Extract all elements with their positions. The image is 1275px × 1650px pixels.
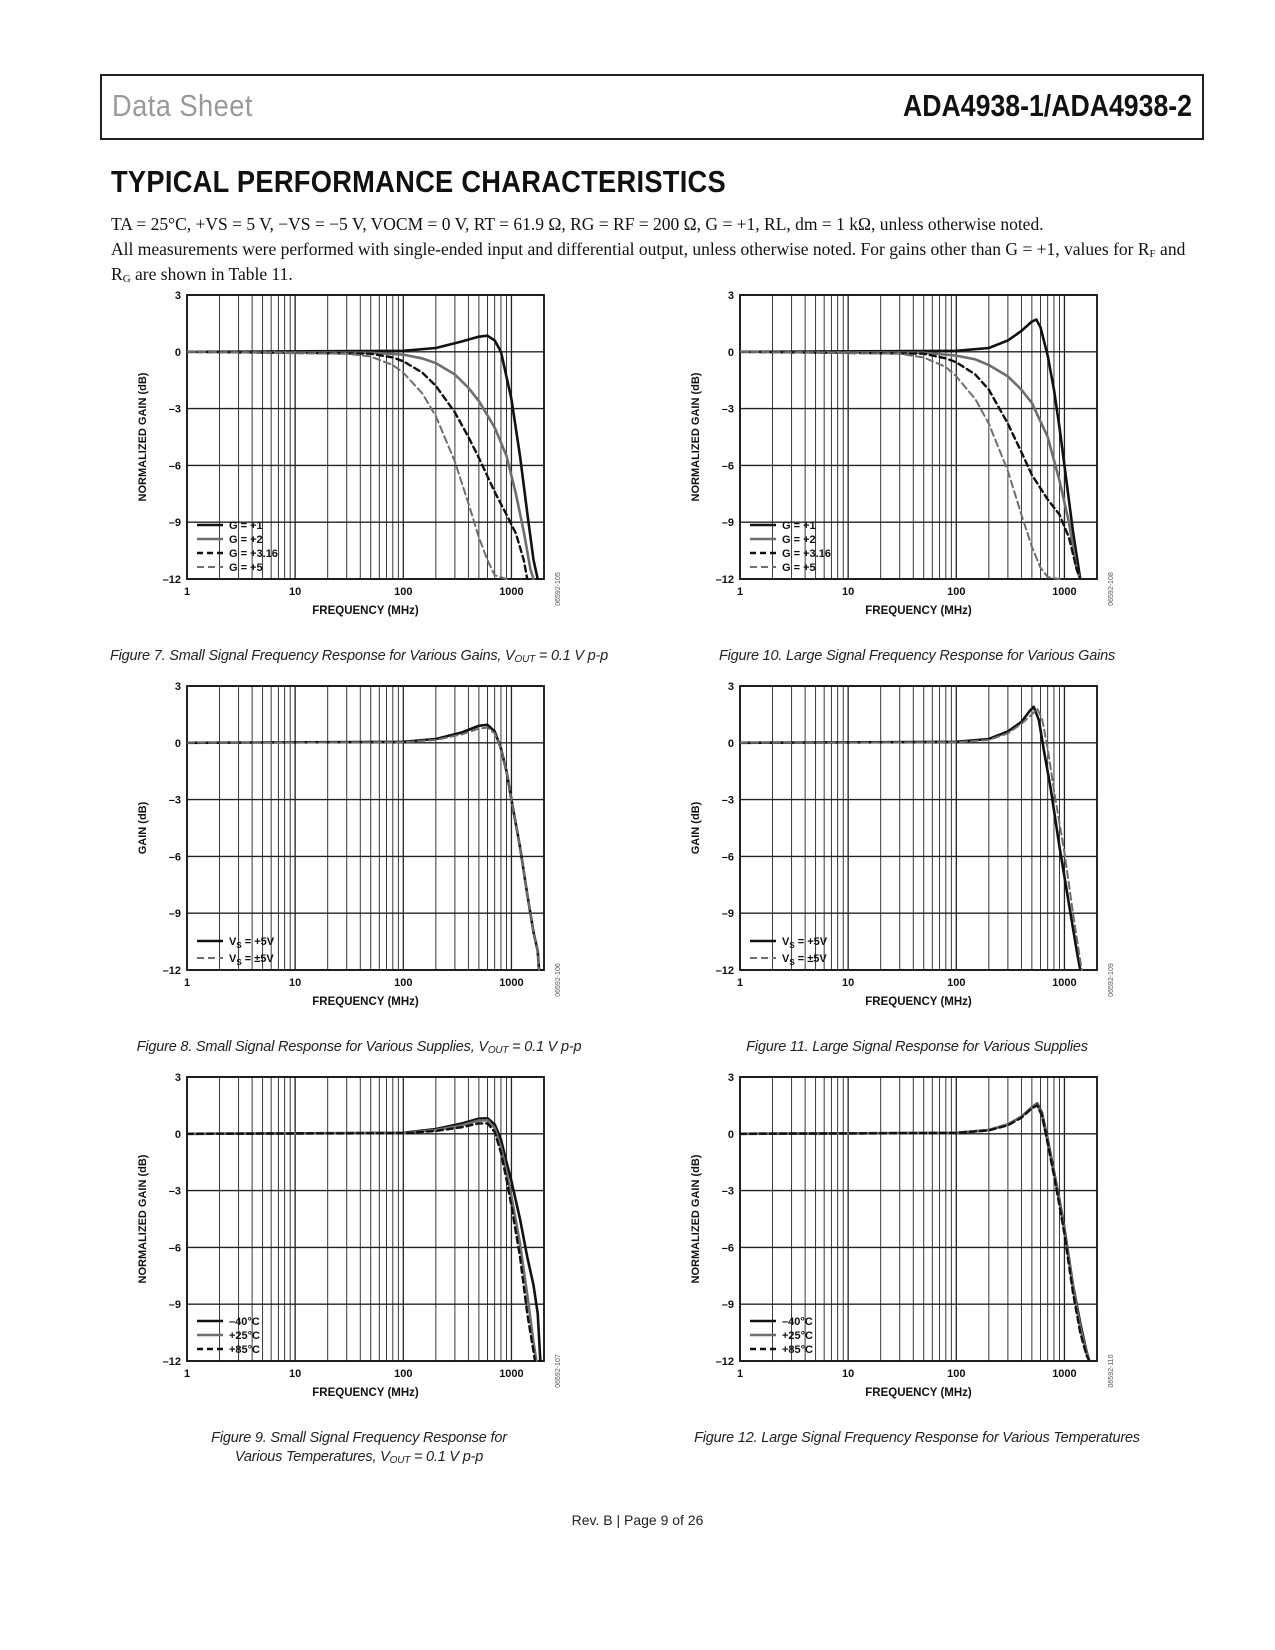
caption-figure-11: Figure 11. Large Signal Response for Various Supplies (746, 1039, 1088, 1055)
y-tick-label: 0 (174, 346, 181, 359)
figure-code: 06592-109 (1108, 963, 1115, 997)
x-tick-label: 1000 (499, 1368, 524, 1380)
y-tick-label: –3 (168, 1185, 181, 1198)
y-tick-label: –12 (715, 574, 734, 586)
y-axis-label: GAIN (dB) (137, 801, 149, 855)
grid-vertical (740, 686, 1097, 970)
y-tick-label: –9 (168, 517, 181, 530)
y-tick-label: –6 (721, 1242, 734, 1255)
x-tick-label: 100 (947, 586, 966, 598)
y-tick-label: –12 (715, 1356, 734, 1368)
legend (197, 1316, 260, 1356)
header-part-number: ADA4938-1/ADA4938-2 (903, 88, 1192, 123)
x-tick-label: 10 (289, 977, 302, 989)
chart-svg (683, 290, 1123, 635)
caption-figure-8: Figure 8. Small Signal Response for Various Supplies, $V_{OUT} = 0.1$ V p-p (136, 1039, 582, 1056)
intro-measurements (111, 237, 1201, 287)
y-tick-label: 3 (727, 681, 734, 693)
x-tick-label: 1000 (499, 977, 524, 989)
x-axis-label: FREQUENCY (MHz) (312, 996, 419, 1008)
legend-label: G = +1 (229, 520, 263, 532)
legend-label: $V_S = \pm 5V$ (782, 953, 827, 967)
legend-label: G = +1 (782, 520, 816, 532)
x-tick-label: 1 (183, 977, 191, 989)
chart-svg (130, 290, 570, 635)
y-tick-label: –9 (168, 908, 181, 921)
chart-svg (130, 1072, 570, 1417)
y-tick-label: –6 (168, 460, 181, 473)
y-tick-label: –6 (721, 460, 734, 473)
intro-line2c: are shown in Table 11. (130, 264, 293, 284)
y-tick-label: 3 (174, 1072, 181, 1084)
y-tick-label: –6 (721, 851, 734, 864)
y-tick-label: 3 (727, 290, 734, 302)
legend (750, 936, 828, 967)
series-line (740, 707, 1080, 970)
legend-label: +85°C (782, 1344, 814, 1356)
y-tick-label: 3 (174, 290, 181, 302)
x-tick-label: 1 (183, 1368, 191, 1380)
x-tick-label: 10 (842, 1368, 855, 1380)
caption-figure-9: Figure 9. Small Signal Frequency Response for Various Temperatures, $V_{OUT} = 0.1$ V p-p (211, 1430, 507, 1466)
chart-figure-8 (130, 681, 570, 1026)
y-tick-label: –12 (162, 1356, 181, 1368)
figure-code: 06592-110 (1108, 1354, 1115, 1388)
chart-figure-11 (683, 681, 1123, 1026)
caption-figure-7: Figure 7. Small Signal Frequency Response for Various Gains, $V_{OUT} = 0.1$ V p-p (109, 648, 609, 665)
x-tick-label: 10 (842, 586, 855, 598)
legend-label: G = +3.16 (229, 548, 278, 560)
x-tick-label: 10 (289, 1368, 302, 1380)
legend-label: $V_S = +5V$ (229, 936, 275, 950)
y-tick-label: 3 (727, 1072, 734, 1084)
y-axis-label: NORMALIZED GAIN (dB) (137, 1154, 149, 1284)
x-tick-label: 1000 (1052, 586, 1077, 598)
legend-label: $V_S = \pm 5V$ (229, 953, 274, 967)
chart-figure-9 (130, 1072, 570, 1417)
legend (750, 520, 831, 574)
x-tick-label: 1000 (1052, 1368, 1077, 1380)
figure-code: 06592-108 (1108, 572, 1115, 606)
header-doc-type: Data Sheet (112, 88, 253, 123)
chart-svg (683, 1072, 1123, 1417)
y-tick-label: –9 (721, 908, 734, 921)
legend (750, 1316, 813, 1356)
grid-horizontal (740, 686, 1097, 970)
legend-label: G = +3.16 (782, 548, 831, 560)
legend-label: G = +5 (229, 562, 263, 574)
chart-svg (130, 681, 570, 1026)
x-tick-label: 100 (947, 977, 966, 989)
intro-conditions: TA = 25°C, +VS = 5 V, −VS = −5 V, VOCM = 0 V, RT = 61.9 Ω, RG = RF = 200 Ω, G = +1, RL, dm = 1 kΩ, unless otherwise noted. (111, 214, 1044, 234)
x-axis-label: FREQUENCY (MHz) (865, 1387, 972, 1399)
legend-label: +25°C (229, 1330, 261, 1342)
legend-label: +85°C (229, 1344, 261, 1356)
y-tick-label: –9 (721, 1299, 734, 1312)
x-tick-label: 100 (394, 1368, 413, 1380)
y-tick-label: –3 (721, 1185, 734, 1198)
legend (197, 520, 278, 574)
legend-label: –40°C (782, 1316, 813, 1328)
intro-line2b: and R (111, 239, 1186, 284)
intro-sub-g: G (122, 273, 131, 285)
y-tick-label: 0 (174, 737, 181, 750)
figure-code: 06592-107 (555, 1354, 562, 1388)
page-header (100, 74, 1204, 140)
x-axis-label: FREQUENCY (MHz) (312, 605, 419, 617)
y-tick-label: 3 (174, 681, 181, 693)
legend-label: $V_S = +5V$ (782, 936, 828, 950)
y-tick-label: 0 (174, 1128, 181, 1141)
x-tick-label: 10 (289, 586, 302, 598)
x-tick-label: 10 (842, 977, 855, 989)
y-tick-label: –3 (168, 794, 181, 807)
x-tick-label: 100 (947, 1368, 966, 1380)
y-tick-label: –12 (162, 965, 181, 977)
figure-code: 06592-106 (555, 963, 562, 997)
plot-frame (740, 686, 1097, 970)
chart-figure-10 (683, 290, 1123, 635)
legend-label: –40°C (229, 1316, 260, 1328)
caption-figure-12: Figure 12. Large Signal Frequency Response for Various Temperatures (694, 1430, 1140, 1446)
intro-sub-f: F (1149, 248, 1156, 260)
legend-label: G = +2 (229, 534, 263, 546)
x-axis-label: FREQUENCY (MHz) (312, 1387, 419, 1399)
y-tick-label: –6 (168, 851, 181, 864)
x-tick-label: 1 (736, 1368, 744, 1380)
y-tick-label: 0 (727, 1128, 734, 1141)
x-axis-label: FREQUENCY (MHz) (865, 996, 972, 1008)
chart-figure-12 (683, 1072, 1123, 1417)
series-line (187, 728, 539, 970)
x-tick-label: 1 (183, 586, 191, 598)
series-group (187, 725, 539, 970)
chart-svg (683, 681, 1123, 1026)
y-axis-label: NORMALIZED GAIN (dB) (137, 372, 149, 502)
y-tick-label: –12 (715, 965, 734, 977)
x-axis-label: FREQUENCY (MHz) (865, 605, 972, 617)
x-tick-label: 100 (394, 977, 413, 989)
y-tick-label: –9 (721, 517, 734, 530)
y-tick-label: –9 (168, 1299, 181, 1312)
y-tick-label: –3 (721, 794, 734, 807)
figure-code: 06592-105 (555, 572, 562, 606)
x-tick-label: 1 (736, 977, 744, 989)
legend-label: G = +5 (782, 562, 816, 574)
legend-label: G = +2 (782, 534, 816, 546)
x-tick-label: 1 (736, 586, 744, 598)
x-tick-label: 1000 (499, 586, 524, 598)
y-axis-label: GAIN (dB) (690, 801, 702, 855)
x-tick-label: 1000 (1052, 977, 1077, 989)
y-tick-label: 0 (727, 737, 734, 750)
series-line (187, 725, 539, 970)
x-tick-label: 100 (394, 586, 413, 598)
y-axis-label: NORMALIZED GAIN (dB) (690, 372, 702, 502)
intro-text (111, 212, 1201, 287)
legend-label: +25°C (782, 1330, 814, 1342)
y-tick-label: 0 (727, 346, 734, 359)
legend (197, 936, 275, 967)
page-footer: Rev. B | Page 9 of 26 (571, 1512, 704, 1528)
y-tick-label: –12 (162, 574, 181, 586)
y-axis-label: NORMALIZED GAIN (dB) (690, 1154, 702, 1284)
y-tick-label: –6 (168, 1242, 181, 1255)
caption-figure-10: Figure 10. Large Signal Frequency Response for Various Gains (718, 648, 1116, 664)
section-title: TYPICAL PERFORMANCE CHARACTERISTICS (111, 164, 726, 199)
intro-line2a: All measurements were performed with single-ended input and differential output, unless otherwise noted. For gains other than G = +1, values for R (111, 239, 1150, 259)
y-tick-label: –3 (168, 403, 181, 416)
chart-figure-7 (130, 290, 570, 635)
y-tick-label: –3 (721, 403, 734, 416)
